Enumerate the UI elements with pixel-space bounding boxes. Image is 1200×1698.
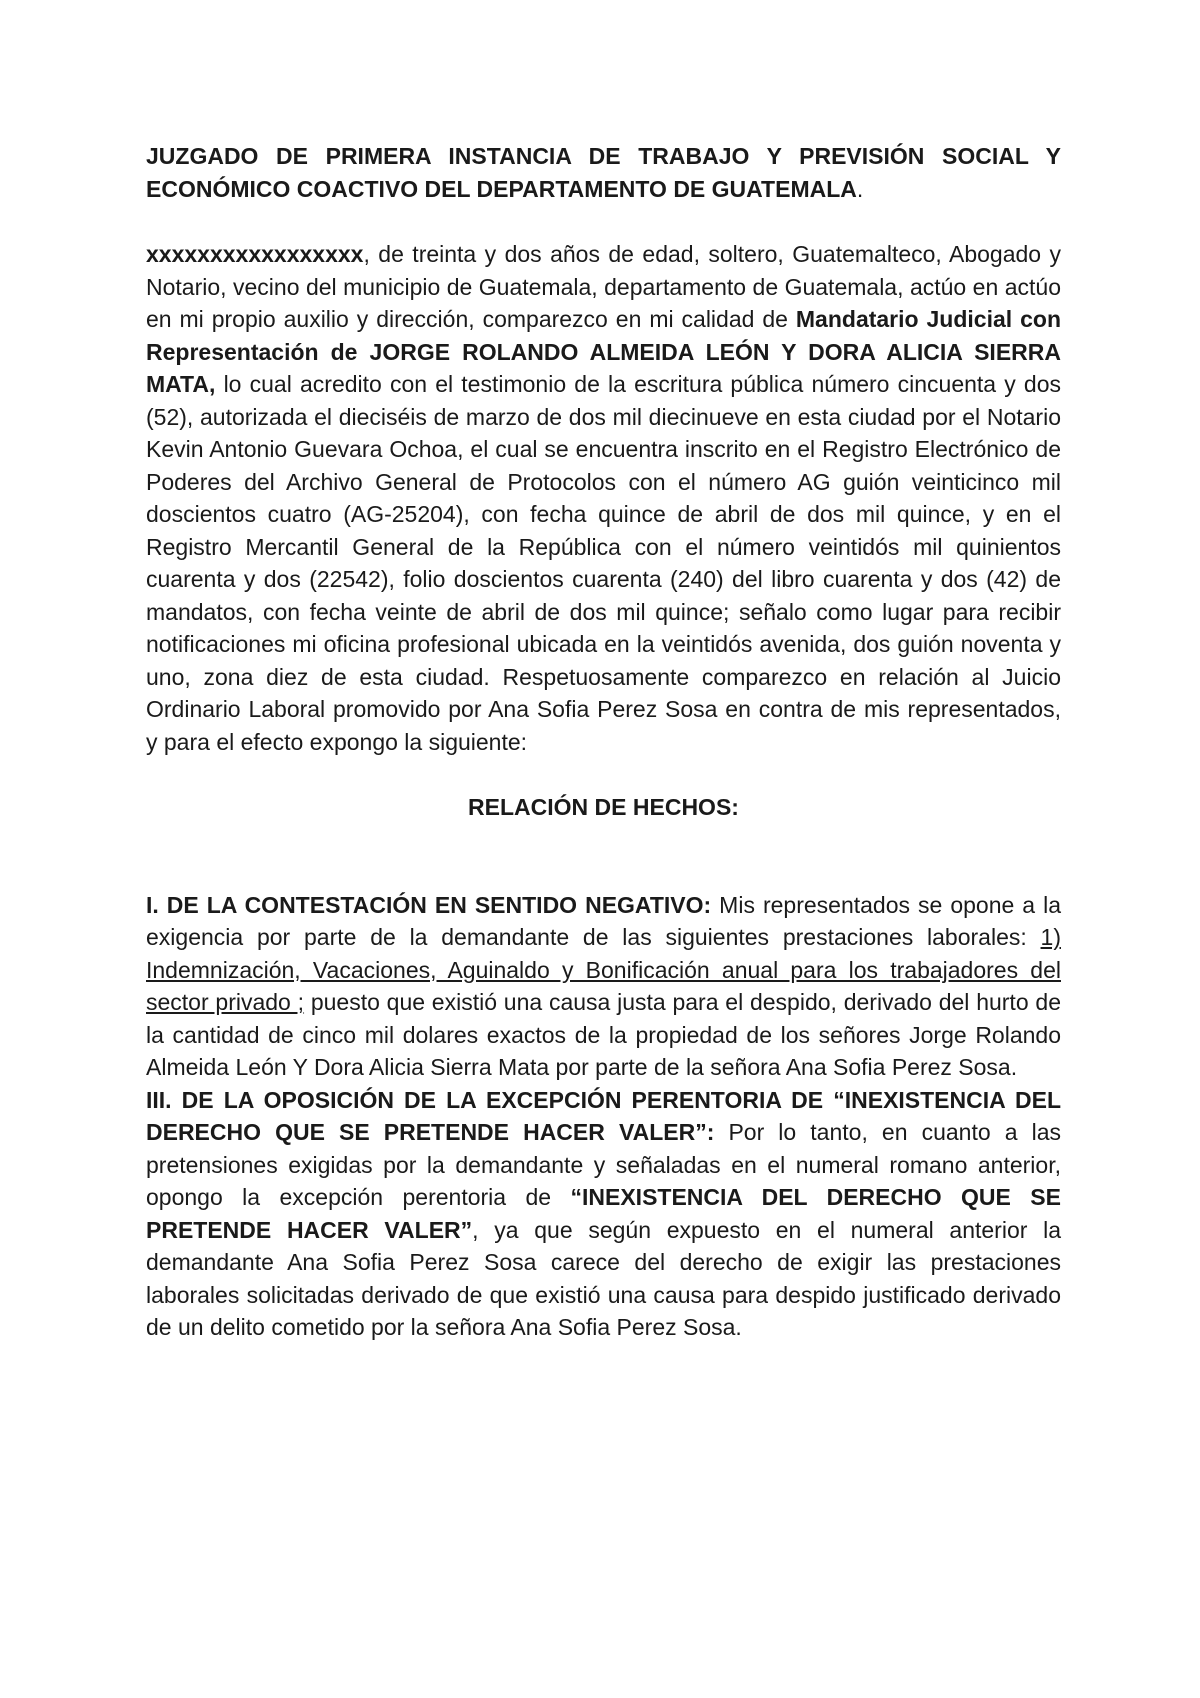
section-3-text-1: Por lo tanto, en cuanto a las pretensiones exigidas por la demandante y señaladas en el numeral romano anterior, opongo la excepción perentoria de [146, 1119, 1061, 1210]
section-3-paragraph [146, 1084, 1061, 1344]
intro-paragraph [146, 238, 1061, 758]
intro-text-1: , de treinta y dos años de edad, soltero, Guatemalteco, Abogado y Notario, vecino del municipio de Guatemala, departamento de Guatemala, actúo en actúo en mi propio auxilio y dirección, comparezco en mi calidad de [146, 241, 1061, 332]
court-heading [146, 140, 1061, 205]
section-1-text-1: Mis representados se opone a la exigencia por parte de la demandante de las siguientes prestaciones laborales: [146, 891, 1061, 950]
court-heading-period: . [856, 175, 864, 202]
section-title: RELACIÓN DE HECHOS: [468, 794, 739, 820]
document-page [146, 140, 1061, 1344]
court-heading-text: JUZGADO DE PRIMERA INSTANCIA DE TRABAJO Y PREVISIÓN SOCIAL Y ECONÓMICO COACTIVO DEL DEPARTAMENTO DE GUATEMALA [146, 143, 1061, 202]
representation-clause: Mandatario Judicial con Representación de JORGE ROLANDO ALMEIDA LEÓN Y DORA ALICIA SIERRA MATA, [146, 306, 1061, 397]
section-1-heading: I. DE LA CONTESTACIÓN EN SENTIDO NEGATIVO: [146, 891, 712, 918]
attorney-name: xxxxxxxxxxxxxxxxx [146, 241, 364, 267]
section-1-underlined-benefits: 1) Indemnización, Vacaciones, Aguinaldo y Bonificación anual para los trabajadores del sector privado ; [146, 924, 1061, 1015]
section-3-text-2: , ya que según expuesto en el numeral anterior la demandante Ana Sofia Perez Sosa carece del derecho de exigir las prestaciones laborales solicitadas derivado de que existió una causa para despido justificado derivado de un delito cometido por la señora Ana Sofia Perez Sosa. [146, 1216, 1062, 1340]
section-3-heading: III. DE LA OPOSICIÓN DE LA EXCEPCIÓN PERENTORIA DE “INEXISTENCIA DEL DERECHO QUE SE PRETENDE HACER VALER”: [146, 1086, 1061, 1145]
section-1-paragraph [146, 889, 1061, 1084]
intro-text-2: lo cual acredito con el testimonio de la escritura pública número cincuenta y dos (52), autorizada el dieciséis de marzo de dos mil diecinueve en esta ciudad por el Notario Kevin Antonio Guevara Ochoa, el cual se encuentra inscrito en el Registro Electrónico de Poderes del Archivo General de Protocolos con el número AG guión veinticinco mil doscientos cuatro (AG-25204), con fecha quince de abril de dos mil quince, y en el Registro Mercantil General de la República con el número veintidós mil quinientos cuarenta y dos (22542), folio doscientos cuarenta (240) del libro cuarenta y dos (42) de mandatos, con fecha veinte de abril de dos mil quince; señalo como lugar para recibir notificaciones mi oficina profesional ubicada en la veintidós avenida, dos guión noventa y uno, zona diez de esta ciudad. Respetuosamente comparezco en relación al Juicio Ordinario Laboral promovido por Ana Sofia Perez Sosa en contra de mis representados, y para el efecto expongo la siguiente: [146, 371, 1061, 755]
section-3-exception-name: “INEXISTENCIA DEL DERECHO QUE SE PRETENDE HACER VALER” [146, 1184, 1061, 1243]
spacer [146, 205, 1061, 238]
section-1-text-2: puesto que existió una causa justa para el despido, derivado del hurto de la cantidad de cinco mil dolares exactos de la propiedad de los señores Jorge Rolando Almeida León Y Dora Alicia Sierra Mata por parte de la señora Ana Sofia Perez Sosa. [146, 989, 1061, 1080]
